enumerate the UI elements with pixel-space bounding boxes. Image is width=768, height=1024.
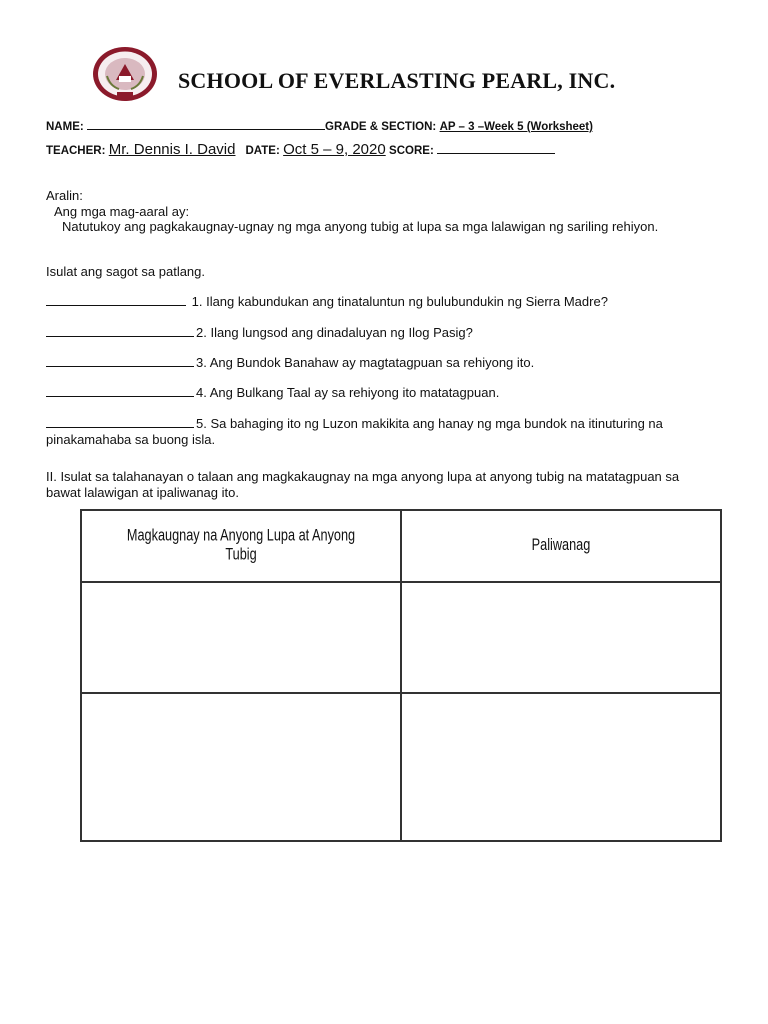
question-2 xyxy=(46,325,726,341)
table-header-explanation: Paliwanag xyxy=(430,510,692,582)
table-cell-landforms-1[interactable] xyxy=(81,582,401,693)
table-cell-explanation-1[interactable] xyxy=(401,582,721,693)
score-blank[interactable] xyxy=(437,143,555,154)
question-4 xyxy=(46,385,726,401)
name-grade-line xyxy=(46,119,593,133)
lesson-objective: Natutukoy ang pagkakaugnay-ugnay ng mga anyong tubig at lupa sa mga lalawigan ng sariling rehiyon. xyxy=(62,219,659,234)
table-cell-explanation-2[interactable] xyxy=(401,693,721,841)
table-row xyxy=(81,582,721,693)
question-5 xyxy=(46,416,726,447)
question-1-text: 1. Ilang kabundukan ang tinataluntun ng bulubundukin ng Sierra Madre? xyxy=(191,294,608,309)
teacher-value: Mr. Dennis I. David xyxy=(108,141,236,158)
score-label: SCORE: xyxy=(389,145,434,157)
table-header-row xyxy=(81,510,721,582)
date-value: Oct 5 – 9, 2020 xyxy=(283,141,386,158)
teacher-date-line xyxy=(46,141,555,158)
answer-blank-5[interactable] xyxy=(46,416,194,428)
table-row xyxy=(81,693,721,841)
name-blank[interactable] xyxy=(87,119,325,130)
grade-section-label: GRADE & SECTION: xyxy=(325,121,437,133)
question-3-text: 3. Ang Bundok Banahaw ay magtatagpuan sa rehiyong ito. xyxy=(196,355,535,370)
part2-instruction: II. Isulat sa talahanayan o talaan ang magkakaugnay na mga anyong lupa at anyong tubig na matatagpuan sa bawat lalawigan at ipaliwanag ito. xyxy=(46,469,680,500)
lesson-heading: Aralin: xyxy=(46,188,83,203)
teacher-label: TEACHER: xyxy=(46,145,106,157)
name-label: NAME: xyxy=(46,121,84,133)
grade-section-value: AP – 3 –Week 5 (Worksheet) xyxy=(439,121,593,133)
lesson-intro: Ang mga mag-aaral ay: xyxy=(54,204,190,219)
table-header-landforms: Magkaugnay na Anyong Lupa at Anyong Tubig xyxy=(110,510,372,582)
question-3 xyxy=(46,355,726,371)
question-5-text: 5. Sa bahaging ito ng Luzon makikita ang hanay ng mga bundok na itinuturing na pinakamahaba sa buong isla. xyxy=(46,416,663,447)
table-cell-landforms-2[interactable] xyxy=(81,693,401,841)
answer-blank-2[interactable] xyxy=(46,325,194,337)
school-name: SCHOOL OF EVERLASTING PEARL, INC. xyxy=(178,68,616,93)
answer-blank-3[interactable] xyxy=(46,355,194,367)
answer-blank-4[interactable] xyxy=(46,385,194,397)
part1-instruction: Isulat ang sagot sa patlang. xyxy=(46,264,206,279)
question-2-text: 2. Ilang lungsod ang dinadaluyan ng Ilog Pasig? xyxy=(196,325,473,340)
question-1 xyxy=(46,294,726,310)
question-4-text: 4. Ang Bulkang Taal ay sa rehiyong ito matatagpuan. xyxy=(196,385,500,400)
school-logo xyxy=(92,46,158,102)
answer-blank-1[interactable] xyxy=(46,294,186,306)
answer-table xyxy=(80,509,722,842)
date-label: DATE: xyxy=(245,145,280,157)
